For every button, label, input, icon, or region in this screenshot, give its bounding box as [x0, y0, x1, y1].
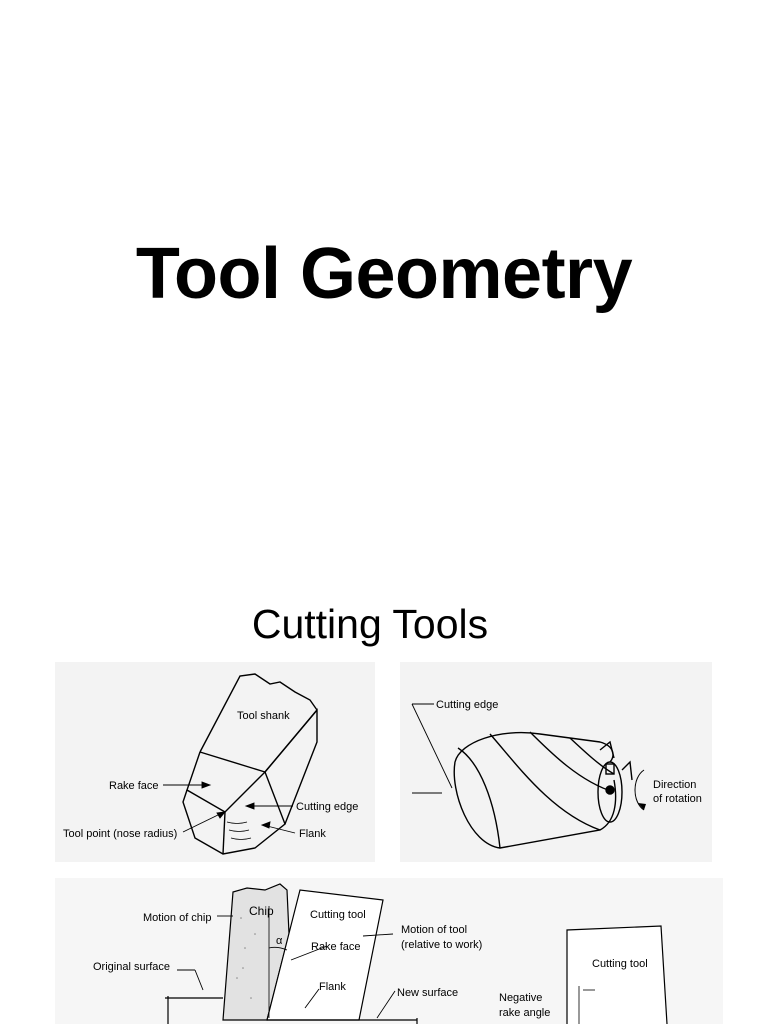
flank-label: Flank [299, 828, 326, 840]
cutting-edge-label: Cutting edge [296, 801, 359, 813]
cutting-tools-title: Cutting Tools [251, 601, 489, 647]
negative-label: Negative [499, 992, 543, 1004]
multiple-point-cutter-diagram [400, 662, 712, 862]
rake-face-label: Rake face [109, 780, 159, 792]
rake-angle-label: rake angle [499, 1007, 551, 1019]
motion-of-tool-label: Motion of tool [401, 924, 468, 936]
tool-shank-label: Tool shank [237, 710, 290, 722]
orthogonal-cutting-diagram [55, 878, 723, 1024]
tool-point-label: Tool point (nose radius) [63, 828, 178, 840]
single-point-tool-diagram [55, 662, 375, 862]
alpha-label: α [276, 935, 283, 947]
motion-of-chip-label: Motion of chip [143, 912, 212, 924]
new-surface-label: New surface [397, 987, 459, 999]
rake-face-label: Rake face [311, 941, 361, 953]
slide-title: Tool Geometry [135, 234, 633, 314]
cutting-edge-label: Cutting edge [436, 699, 499, 711]
flank-label: Flank [319, 981, 346, 993]
relative-to-work-label: (relative to work) [401, 939, 483, 951]
chip-label: Chip [249, 904, 274, 918]
cutting-tool-label: Cutting tool [310, 909, 366, 921]
direction-label: Direction [653, 779, 697, 791]
original-surface-label: Original surface [93, 961, 171, 973]
cutting-tool-label: Cutting tool [592, 958, 648, 970]
rotation-label: of rotation [653, 793, 702, 805]
